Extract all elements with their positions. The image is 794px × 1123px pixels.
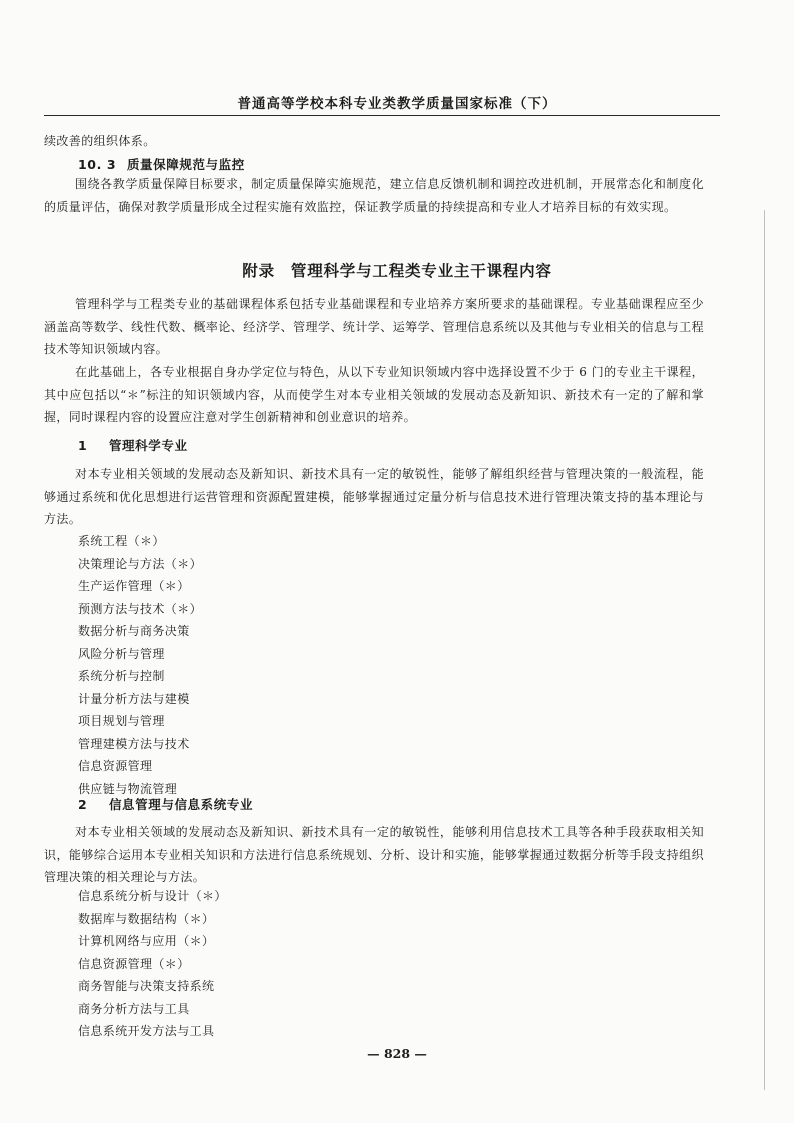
major-1-heading bbox=[78, 436, 188, 454]
list-item: 信息系统分析与设计（＊） bbox=[78, 889, 227, 903]
list-item: 计算机网络与应用（＊） bbox=[78, 934, 215, 948]
appendix-tag: 附录 bbox=[242, 262, 275, 280]
appendix-title: 管理科学与工程类专业主干课程内容 bbox=[290, 262, 552, 280]
list-item: 计量分析方法与建模 bbox=[78, 691, 190, 706]
list-item: 信息资源管理（＊） bbox=[78, 956, 190, 971]
list-item: 信息资源管理 bbox=[78, 759, 153, 773]
list-item: 商务智能与决策支持系统 bbox=[78, 979, 215, 993]
major-2-title: 信息管理与信息系统专业 bbox=[108, 797, 254, 812]
list-item: 项目规划与管理 bbox=[78, 714, 165, 728]
major-2-number: 2 bbox=[78, 797, 88, 812]
major-1-number: 1 bbox=[78, 438, 88, 453]
scan-edge-line bbox=[764, 210, 765, 1090]
running-header: 普通高等学校本科专业类教学质量国家标准（下） bbox=[237, 96, 557, 112]
list-item: 商务分析方法与工具 bbox=[78, 1001, 190, 1016]
continued-paragraph: 续改善的组织体系。 bbox=[44, 134, 156, 148]
list-item: 管理建模方法与技术 bbox=[78, 736, 190, 751]
major-2-course-list bbox=[78, 885, 227, 1043]
list-item: 系统工程（＊） bbox=[78, 534, 165, 548]
section-title: 质量保障规范与监控 bbox=[126, 157, 245, 172]
section-number: 10. 3 bbox=[78, 157, 117, 172]
major-2-paragraph: 对本专业相关领域的发展动态及新知识、新技术具有一定的敏锐性，能够利用信息技术工具等各种手段获取相关知识，能够综合运用本专业相关知识和方法进行信息系统规划、分析、设计和实施，能够掌握通过数据分析等手段支持组织管理决策的相关理论与方法。 bbox=[44, 825, 704, 884]
appendix-paragraph-1: 管理科学与工程类专业的基础课程体系包括专业基础课程和专业培养方案所要求的基础课程。专业基础课程应至少涵盖高等数学、线性代数、概率论、经济学、管理学、统计学、运筹学、管理信息系统以及其他与专业相关的信息与工程技术等知识领域内容。 bbox=[44, 297, 704, 356]
major-1-title: 管理科学专业 bbox=[108, 438, 188, 453]
list-item: 风险分析与管理 bbox=[78, 646, 165, 661]
major-2-heading bbox=[78, 795, 253, 813]
section-10-3-paragraph: 围绕各教学质量保障目标要求，制定质量保障实施规范，建立信息反馈机制和调控改进机制，开展常态化和制度化的质量评估，确保对教学质量形成全过程实施有效监控，保证教学质量的持续提高和专业人才培养目标的有效实现。 bbox=[44, 177, 704, 214]
appendix-heading bbox=[0, 259, 794, 281]
list-item: 预测方法与技术（＊） bbox=[78, 601, 203, 616]
list-item: 决策理论与方法（＊） bbox=[78, 556, 203, 571]
list-item: 系统分析与控制 bbox=[78, 669, 165, 683]
major-1-paragraph: 对本专业相关领域的发展动态及新知识、新技术具有一定的敏锐性，能够了解组织经营与管理决策的一般流程，能够通过系统和优化思想进行运营管理和资源配置建模，能够掌握通过定量分析与信息技术进行管理决策支持的基本理论与方法。 bbox=[44, 467, 704, 526]
list-item: 信息系统开发方法与工具 bbox=[78, 1024, 215, 1038]
section-heading-10-3 bbox=[78, 155, 245, 173]
major-1-course-list bbox=[78, 530, 202, 800]
list-item: 供应链与物流管理 bbox=[78, 781, 178, 796]
page-number: — 828 — bbox=[367, 1046, 427, 1061]
list-item: 数据库与数据结构（＊） bbox=[78, 911, 215, 926]
list-item: 生产运作管理（＊） bbox=[78, 579, 190, 593]
list-item: 数据分析与商务决策 bbox=[78, 624, 190, 638]
header-rule bbox=[44, 115, 720, 116]
appendix-paragraph-2: 在此基础上，各专业根据自身办学定位与特色，从以下专业知识领域内容中选择设置不少于 6 门的专业主干课程，其中应包括以“＊”标注的知识领域内容，从而使学生对本专业相关领域的发展动态及新知识、新技术有一定的了解和掌握，同时课程内容的设置应注意对学生创新精神和创业意识的培养。 bbox=[44, 365, 704, 424]
